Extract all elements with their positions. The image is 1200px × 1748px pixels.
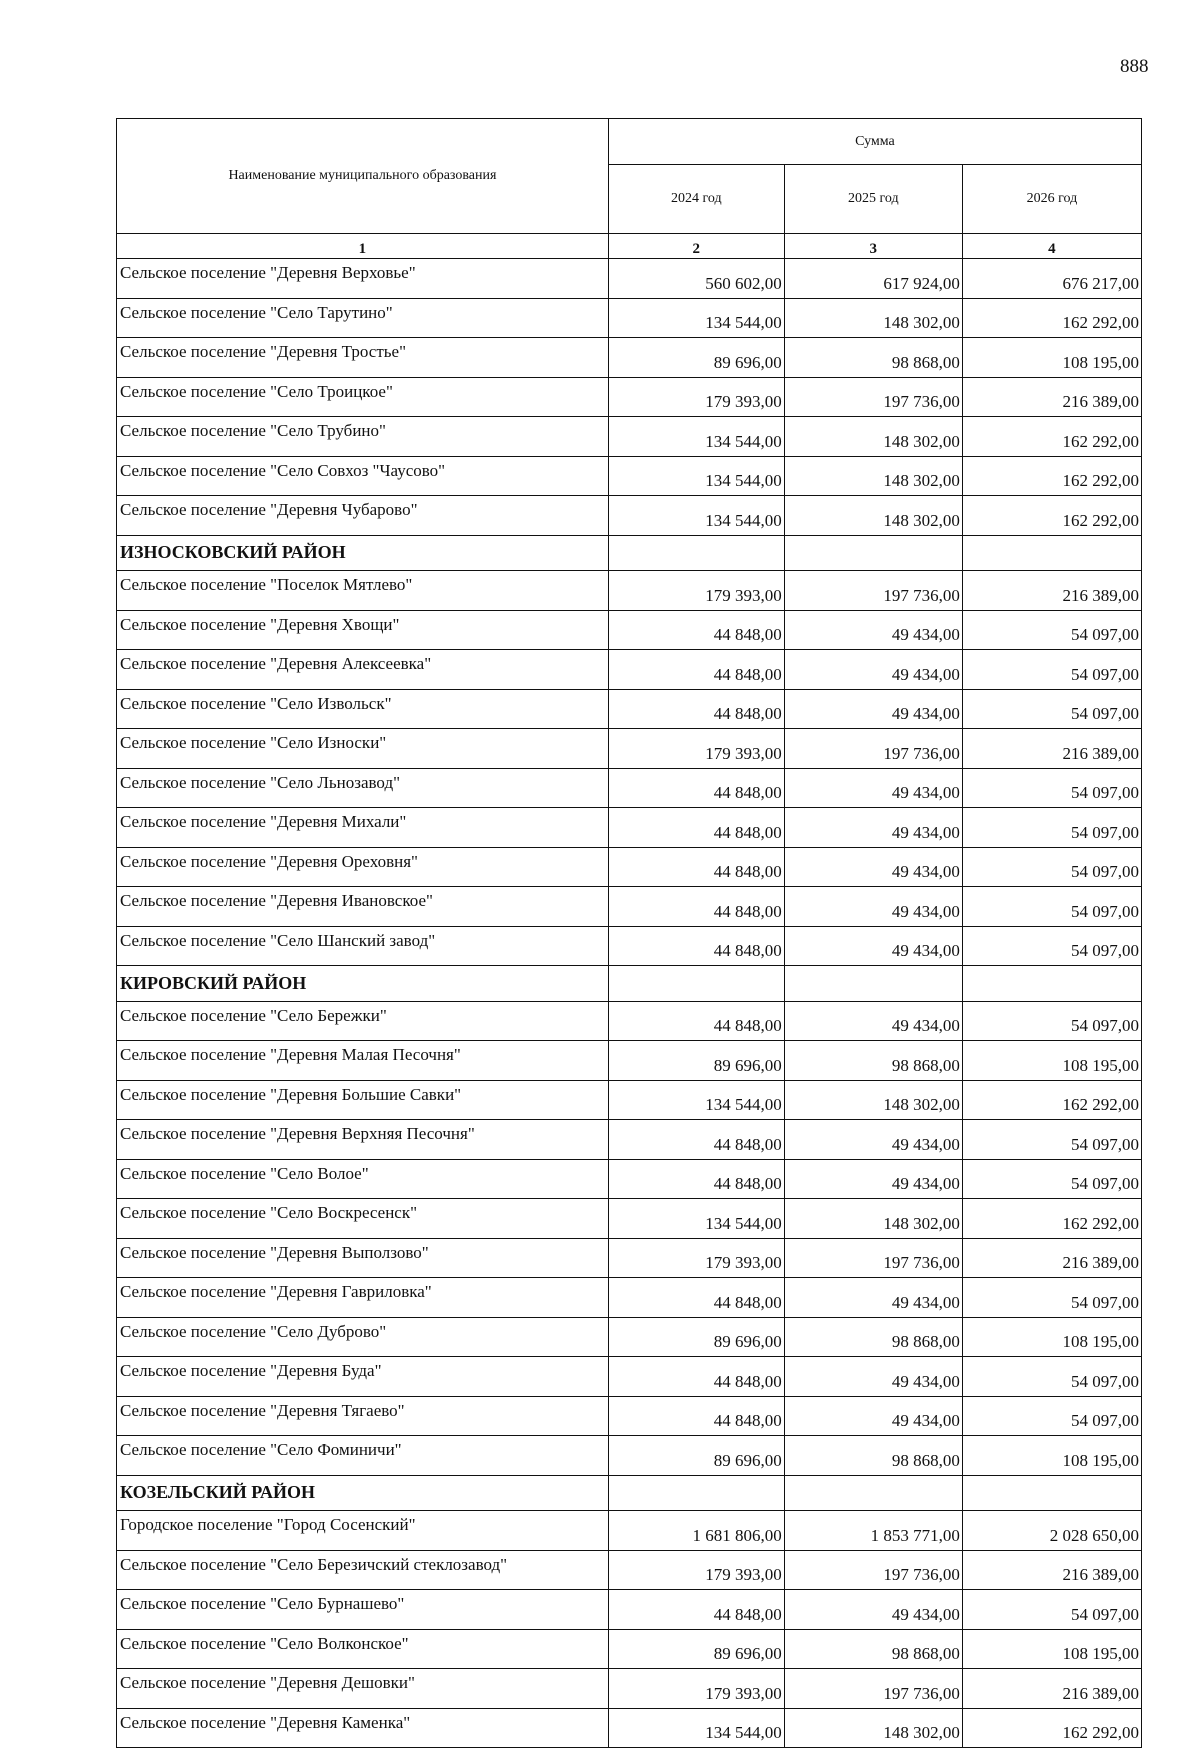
table-row	[117, 926, 1142, 966]
amount-2025: 1 853 771,00	[784, 1511, 962, 1551]
column-number: 4	[962, 234, 1141, 259]
amount-2024: 44 848,00	[608, 1001, 784, 1041]
municipality-name: Сельское поселение "Деревня Каменка"	[117, 1708, 609, 1748]
district-heading-row	[117, 966, 1142, 1002]
table-row	[117, 259, 1142, 299]
table-row	[117, 847, 1142, 887]
table-row	[117, 1278, 1142, 1318]
table-row	[117, 1708, 1142, 1748]
table-row	[117, 1317, 1142, 1357]
municipality-name: Сельское поселение "Село Волое"	[117, 1159, 609, 1199]
amount-2025: 197 736,00	[784, 571, 962, 611]
table-row	[117, 1511, 1142, 1551]
municipality-name: Сельское поселение "Село Фоминичи"	[117, 1436, 609, 1476]
amount-2025: 98 868,00	[784, 1317, 962, 1357]
amount-2025: 98 868,00	[784, 1041, 962, 1081]
table-row	[117, 689, 1142, 729]
municipality-name: Сельское поселение "Село Дуброво"	[117, 1317, 609, 1357]
amount-2026: 54 097,00	[962, 610, 1141, 650]
amount-2026: 54 097,00	[962, 768, 1141, 808]
amount-2026: 162 292,00	[962, 496, 1141, 536]
amount-2024: 134 544,00	[608, 496, 784, 536]
table-row	[117, 417, 1142, 457]
municipality-name: Сельское поселение "Село Троицкое"	[117, 377, 609, 417]
table-row	[117, 808, 1142, 848]
empty-cell	[962, 966, 1141, 1002]
amount-2025: 49 434,00	[784, 610, 962, 650]
table-row	[117, 1199, 1142, 1239]
municipality-name: Сельское поселение "Село Тарутино"	[117, 298, 609, 338]
amount-2025: 49 434,00	[784, 887, 962, 927]
municipality-name: Сельское поселение "Деревня Чубарово"	[117, 496, 609, 536]
table-row	[117, 496, 1142, 536]
header-sum: Сумма	[608, 119, 1141, 165]
amount-2024: 134 544,00	[608, 456, 784, 496]
amount-2024: 179 393,00	[608, 571, 784, 611]
budget-table	[116, 118, 1142, 1748]
amount-2025: 49 434,00	[784, 768, 962, 808]
amount-2025: 49 434,00	[784, 1590, 962, 1630]
municipality-name: Сельское поселение "Село Шанский завод"	[117, 926, 609, 966]
table-body	[117, 259, 1142, 1748]
municipality-name: Сельское поселение "Село Трубино"	[117, 417, 609, 457]
table-row	[117, 768, 1142, 808]
amount-2026: 162 292,00	[962, 1080, 1141, 1120]
amount-2025: 148 302,00	[784, 298, 962, 338]
amount-2024: 44 848,00	[608, 768, 784, 808]
table-row	[117, 456, 1142, 496]
table-row	[117, 1120, 1142, 1160]
amount-2026: 216 389,00	[962, 1669, 1141, 1709]
amount-2024: 89 696,00	[608, 1436, 784, 1476]
amount-2024: 134 544,00	[608, 298, 784, 338]
amount-2025: 49 434,00	[784, 1120, 962, 1160]
amount-2025: 148 302,00	[784, 456, 962, 496]
amount-2025: 49 434,00	[784, 1001, 962, 1041]
amount-2025: 148 302,00	[784, 1199, 962, 1239]
table-row	[117, 298, 1142, 338]
amount-2024: 44 848,00	[608, 926, 784, 966]
amount-2025: 49 434,00	[784, 1278, 962, 1318]
municipality-name: Сельское поселение "Деревня Большие Савки"	[117, 1080, 609, 1120]
amount-2025: 49 434,00	[784, 689, 962, 729]
municipality-name: Сельское поселение "Поселок Мятлево"	[117, 571, 609, 611]
amount-2025: 197 736,00	[784, 1238, 962, 1278]
amount-2024: 44 848,00	[608, 1590, 784, 1630]
amount-2026: 54 097,00	[962, 1120, 1141, 1160]
amount-2025: 617 924,00	[784, 259, 962, 299]
municipality-name: Сельское поселение "Деревня Тростье"	[117, 338, 609, 378]
table-row	[117, 887, 1142, 927]
amount-2026: 216 389,00	[962, 571, 1141, 611]
amount-2024: 134 544,00	[608, 1199, 784, 1239]
amount-2026: 676 217,00	[962, 259, 1141, 299]
amount-2026: 162 292,00	[962, 298, 1141, 338]
empty-cell	[608, 1475, 784, 1511]
amount-2024: 44 848,00	[608, 1120, 784, 1160]
amount-2024: 179 393,00	[608, 1669, 784, 1709]
municipality-name: Сельское поселение "Деревня Алексеевка"	[117, 650, 609, 690]
table-row	[117, 729, 1142, 769]
amount-2024: 44 848,00	[608, 689, 784, 729]
header-year-2025: 2025 год	[784, 165, 962, 234]
amount-2024: 134 544,00	[608, 1080, 784, 1120]
amount-2024: 89 696,00	[608, 1317, 784, 1357]
empty-cell	[784, 1475, 962, 1511]
table-row	[117, 1001, 1142, 1041]
table-row	[117, 1080, 1142, 1120]
amount-2026: 216 389,00	[962, 1550, 1141, 1590]
municipality-name: Сельское поселение "Село Волконское"	[117, 1629, 609, 1669]
amount-2025: 148 302,00	[784, 417, 962, 457]
empty-cell	[784, 966, 962, 1002]
amount-2024: 44 848,00	[608, 1278, 784, 1318]
table-row	[117, 1357, 1142, 1397]
amount-2025: 49 434,00	[784, 1159, 962, 1199]
district-heading-row	[117, 535, 1142, 571]
amount-2026: 162 292,00	[962, 1199, 1141, 1239]
amount-2026: 108 195,00	[962, 1317, 1141, 1357]
district-heading-row	[117, 1475, 1142, 1511]
table-row	[117, 1396, 1142, 1436]
amount-2025: 148 302,00	[784, 496, 962, 536]
municipality-name: Сельское поселение "Деревня Ореховня"	[117, 847, 609, 887]
header-year-2024: 2024 год	[608, 165, 784, 234]
table-row	[117, 1436, 1142, 1476]
amount-2026: 108 195,00	[962, 1629, 1141, 1669]
amount-2024: 134 544,00	[608, 417, 784, 457]
district-name: КОЗЕЛЬСКИЙ РАЙОН	[117, 1475, 609, 1511]
amount-2024: 44 848,00	[608, 808, 784, 848]
amount-2026: 54 097,00	[962, 926, 1141, 966]
amount-2026: 108 195,00	[962, 1041, 1141, 1081]
table-row	[117, 1550, 1142, 1590]
amount-2024: 179 393,00	[608, 1238, 784, 1278]
amount-2024: 179 393,00	[608, 377, 784, 417]
district-name: КИРОВСКИЙ РАЙОН	[117, 966, 609, 1002]
amount-2025: 49 434,00	[784, 926, 962, 966]
amount-2026: 54 097,00	[962, 1357, 1141, 1397]
header-name-column: Наименование муниципального образования	[117, 119, 609, 234]
amount-2025: 49 434,00	[784, 650, 962, 690]
amount-2024: 44 848,00	[608, 887, 784, 927]
municipality-name: Сельское поселение "Село Березичский стеклозавод"	[117, 1550, 609, 1590]
amount-2025: 148 302,00	[784, 1080, 962, 1120]
municipality-name: Сельское поселение "Село Бурнашево"	[117, 1590, 609, 1630]
amount-2025: 49 434,00	[784, 808, 962, 848]
amount-2026: 162 292,00	[962, 417, 1141, 457]
municipality-name: Сельское поселение "Деревня Тягаево"	[117, 1396, 609, 1436]
table-row	[117, 1629, 1142, 1669]
municipality-name: Сельское поселение "Село Износки"	[117, 729, 609, 769]
table-row	[117, 1238, 1142, 1278]
amount-2025: 49 434,00	[784, 847, 962, 887]
table-row	[117, 650, 1142, 690]
amount-2025: 98 868,00	[784, 1629, 962, 1669]
amount-2026: 216 389,00	[962, 729, 1141, 769]
amount-2026: 54 097,00	[962, 887, 1141, 927]
amount-2026: 54 097,00	[962, 808, 1141, 848]
municipality-name: Сельское поселение "Село Льнозавод"	[117, 768, 609, 808]
amount-2024: 1 681 806,00	[608, 1511, 784, 1551]
amount-2026: 54 097,00	[962, 1001, 1141, 1041]
amount-2025: 197 736,00	[784, 1550, 962, 1590]
amount-2026: 54 097,00	[962, 1396, 1141, 1436]
header-year-2026: 2026 год	[962, 165, 1141, 234]
amount-2026: 54 097,00	[962, 1590, 1141, 1630]
municipality-name: Сельское поселение "Деревня Верховье"	[117, 259, 609, 299]
column-number: 1	[117, 234, 609, 259]
amount-2025: 197 736,00	[784, 1669, 962, 1709]
amount-2026: 162 292,00	[962, 1708, 1141, 1748]
amount-2024: 89 696,00	[608, 338, 784, 378]
municipality-name: Сельское поселение "Деревня Буда"	[117, 1357, 609, 1397]
table-row	[117, 377, 1142, 417]
amount-2024: 44 848,00	[608, 1396, 784, 1436]
amount-2026: 54 097,00	[962, 689, 1141, 729]
municipality-name: Сельское поселение "Село Совхоз "Чаусово"	[117, 456, 609, 496]
table-row	[117, 1159, 1142, 1199]
municipality-name: Городское поселение "Город Сосенский"	[117, 1511, 609, 1551]
amount-2026: 54 097,00	[962, 847, 1141, 887]
amount-2026: 108 195,00	[962, 1436, 1141, 1476]
amount-2024: 44 848,00	[608, 847, 784, 887]
amount-2025: 197 736,00	[784, 377, 962, 417]
municipality-name: Сельское поселение "Деревня Михали"	[117, 808, 609, 848]
amount-2026: 216 389,00	[962, 377, 1141, 417]
amount-2024: 44 848,00	[608, 1159, 784, 1199]
amount-2025: 98 868,00	[784, 1436, 962, 1476]
amount-2024: 89 696,00	[608, 1041, 784, 1081]
table-row	[117, 1041, 1142, 1081]
column-number: 2	[608, 234, 784, 259]
municipality-name: Сельское поселение "Деревня Выползово"	[117, 1238, 609, 1278]
amount-2024: 44 848,00	[608, 650, 784, 690]
municipality-name: Сельское поселение "Деревня Хвощи"	[117, 610, 609, 650]
municipality-name: Сельское поселение "Деревня Малая Песочня"	[117, 1041, 609, 1081]
amount-2024: 44 848,00	[608, 1357, 784, 1397]
amount-2026: 216 389,00	[962, 1238, 1141, 1278]
district-name: ИЗНОСКОВСКИЙ РАЙОН	[117, 535, 609, 571]
amount-2024: 134 544,00	[608, 1708, 784, 1748]
table-row	[117, 571, 1142, 611]
table-row	[117, 610, 1142, 650]
amount-2024: 44 848,00	[608, 610, 784, 650]
amount-2024: 560 602,00	[608, 259, 784, 299]
page-number: 888	[1120, 56, 1149, 77]
amount-2026: 162 292,00	[962, 456, 1141, 496]
column-number: 3	[784, 234, 962, 259]
amount-2024: 179 393,00	[608, 729, 784, 769]
municipality-name: Сельское поселение "Деревня Гавриловка"	[117, 1278, 609, 1318]
amount-2026: 54 097,00	[962, 1159, 1141, 1199]
municipality-name: Сельское поселение "Деревня Дешовки"	[117, 1669, 609, 1709]
amount-2026: 54 097,00	[962, 650, 1141, 690]
table-row	[117, 338, 1142, 378]
amount-2024: 89 696,00	[608, 1629, 784, 1669]
amount-2026: 2 028 650,00	[962, 1511, 1141, 1551]
municipality-name: Сельское поселение "Село Извольск"	[117, 689, 609, 729]
table-row	[117, 1669, 1142, 1709]
municipality-name: Сельское поселение "Деревня Ивановское"	[117, 887, 609, 927]
amount-2025: 148 302,00	[784, 1708, 962, 1748]
amount-2025: 197 736,00	[784, 729, 962, 769]
municipality-name: Сельское поселение "Село Бережки"	[117, 1001, 609, 1041]
amount-2024: 179 393,00	[608, 1550, 784, 1590]
empty-cell	[962, 1475, 1141, 1511]
municipality-name: Сельское поселение "Деревня Верхняя Песочня"	[117, 1120, 609, 1160]
amount-2025: 49 434,00	[784, 1396, 962, 1436]
empty-cell	[608, 966, 784, 1002]
amount-2026: 108 195,00	[962, 338, 1141, 378]
municipality-name: Сельское поселение "Село Воскресенск"	[117, 1199, 609, 1239]
amount-2025: 98 868,00	[784, 338, 962, 378]
empty-cell	[608, 535, 784, 571]
table-row	[117, 1590, 1142, 1630]
amount-2025: 49 434,00	[784, 1357, 962, 1397]
amount-2026: 54 097,00	[962, 1278, 1141, 1318]
empty-cell	[784, 535, 962, 571]
empty-cell	[962, 535, 1141, 571]
